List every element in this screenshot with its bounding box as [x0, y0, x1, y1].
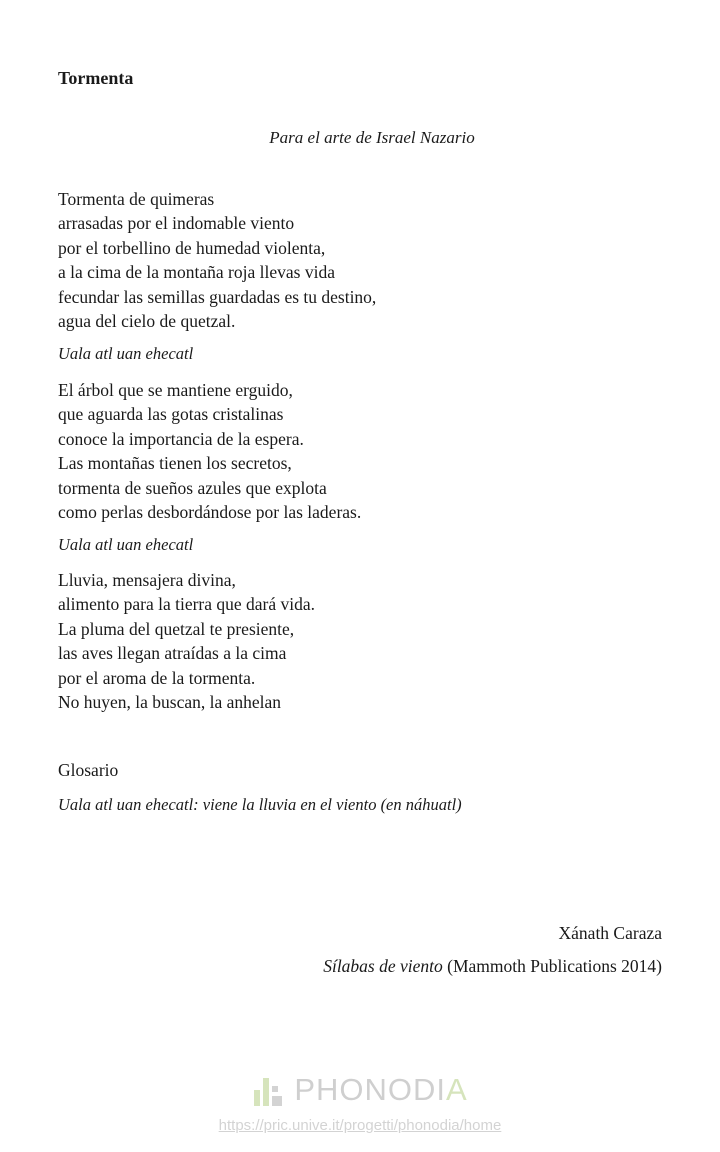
refrain-1: Uala atl uan ehecatl — [58, 344, 194, 363]
publication-info: (Mammoth Publications 2014) — [442, 956, 662, 976]
book-title: Sílabas de viento — [323, 956, 443, 976]
poem-line: a la cima de la montaña roja llevas vida — [58, 262, 335, 283]
refrain-2: Uala atl uan ehecatl — [58, 535, 194, 554]
poem-line: Las montañas tienen los secretos, — [58, 453, 292, 474]
poem-line: conoce la importancia de la espera. — [58, 428, 304, 449]
logo-wordmark-main: PHONODI — [294, 1072, 446, 1107]
stanza-2 — [58, 378, 361, 524]
poem-line: las aves llegan atraídas a la cima — [58, 643, 287, 664]
logo-wordmark — [294, 1072, 467, 1108]
poem-title: Tormenta — [58, 68, 134, 88]
glossary-entry: Uala atl uan ehecatl: viene la lluvia en el viento (en náhuatl) — [58, 795, 462, 814]
stanza-1 — [58, 187, 376, 333]
poem-line: que aguarda las gotas cristalinas — [58, 404, 284, 425]
poem-line: por el torbellino de humedad violenta, — [58, 237, 326, 258]
poem-line: arrasadas por el indomable viento — [58, 213, 295, 234]
source-citation — [323, 956, 662, 977]
author-name: Xánath Caraza — [558, 923, 662, 943]
poem-line: Lluvia, mensajera divina, — [58, 570, 236, 590]
watermark-logo — [252, 1072, 467, 1108]
poem-line: No huyen, la buscan, la anhelan — [58, 692, 282, 713]
stanza-3 — [58, 568, 315, 714]
logo-wordmark-accent: A — [446, 1072, 468, 1107]
watermark-link[interactable]: https://pric.unive.it/progetti/phonodia/home — [218, 1117, 502, 1134]
poem-line: Tormenta de quimeras — [58, 189, 215, 209]
poem-line: alimento para la tierra que dará vida. — [58, 594, 316, 615]
poem-dedication: Para el arte de Israel Nazario — [269, 128, 475, 147]
poem-line: como perlas desbordándose por las laderas. — [58, 502, 362, 523]
poem-line: agua del cielo de quetzal. — [58, 311, 236, 332]
bar-chart-logo-icon — [252, 1074, 284, 1106]
poem-line: tormenta de sueños azules que explota — [58, 477, 327, 498]
poem-line: por el aroma de la tormenta. — [58, 667, 256, 688]
poem-line: fecundar las semillas guardadas es tu destino, — [58, 286, 377, 307]
glossary-heading: Glosario — [58, 760, 119, 780]
poem-line: El árbol que se mantiene erguido, — [58, 380, 293, 400]
watermark — [0, 1072, 720, 1134]
poem-line: La pluma del quetzal te presiente, — [58, 618, 295, 639]
